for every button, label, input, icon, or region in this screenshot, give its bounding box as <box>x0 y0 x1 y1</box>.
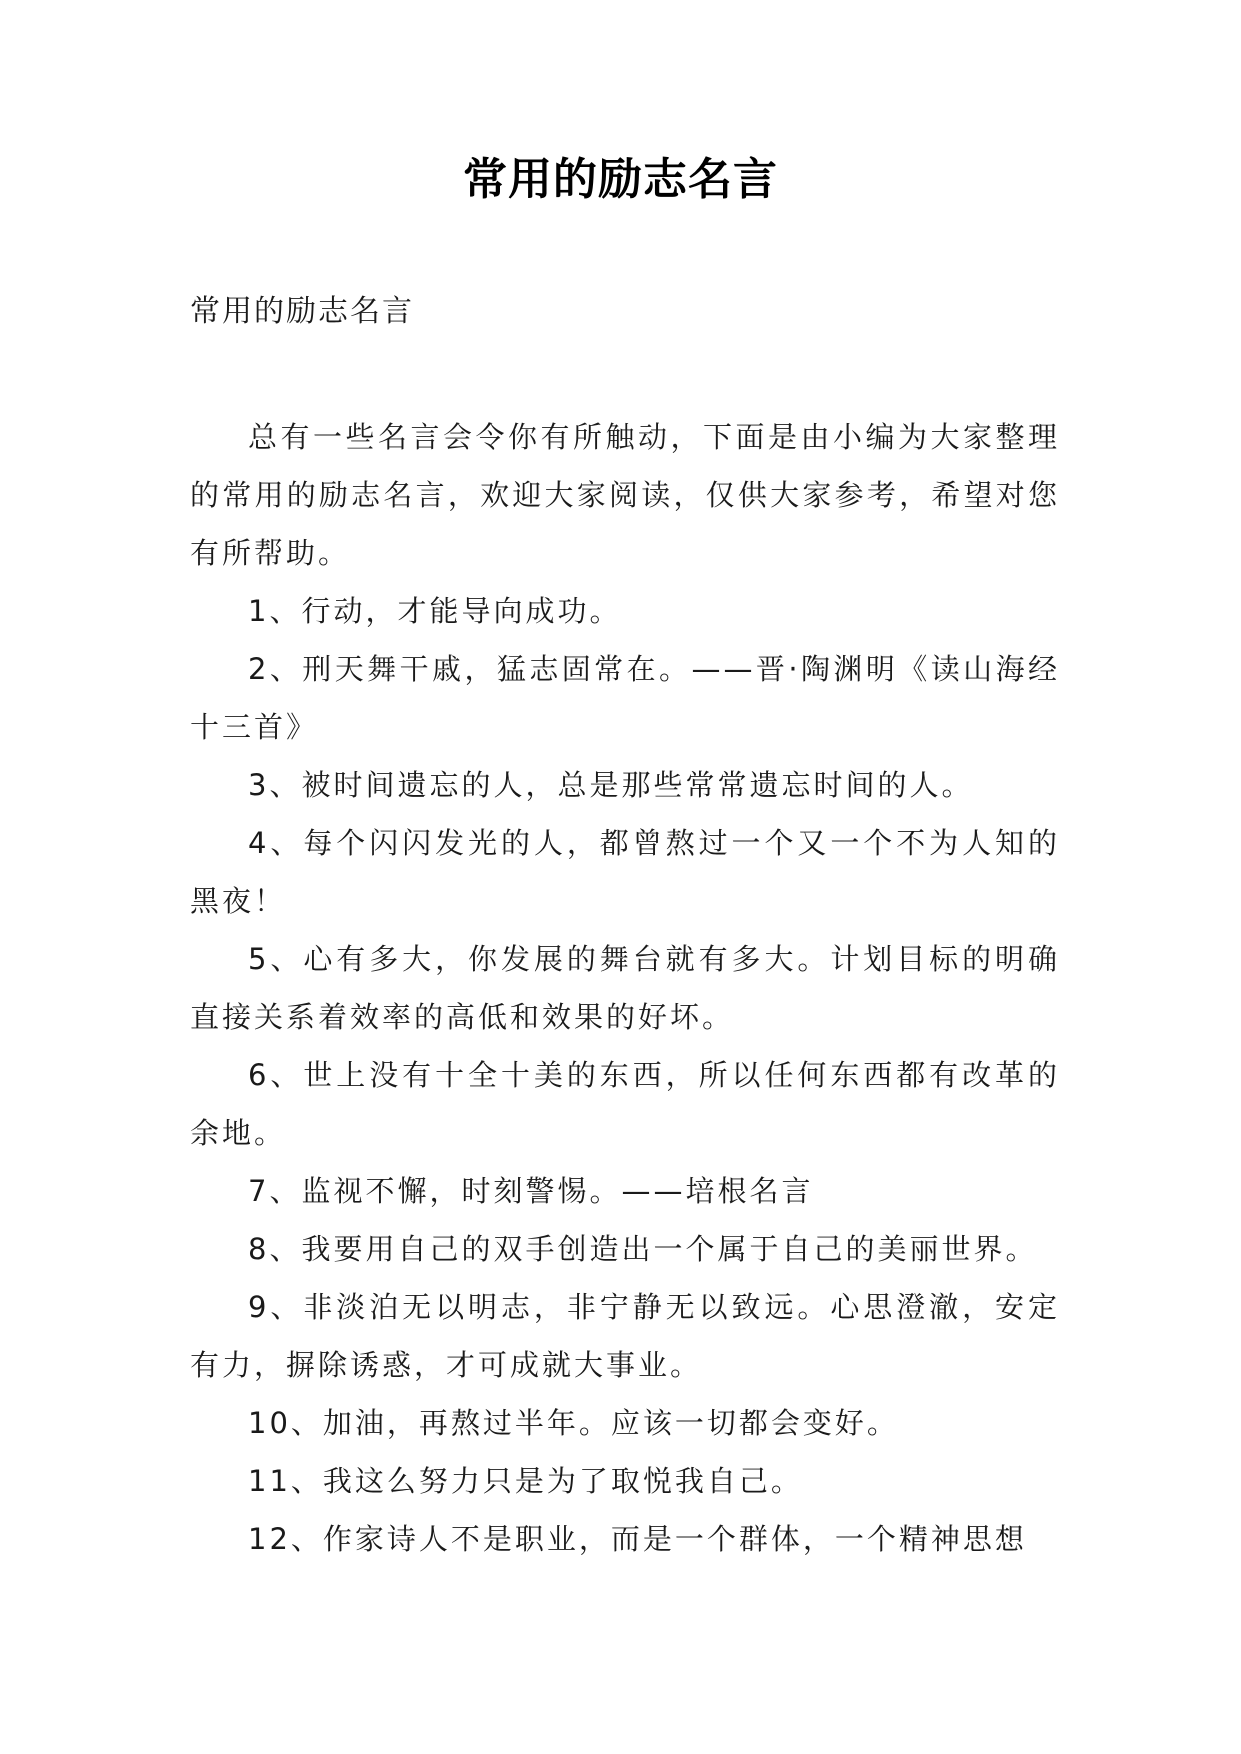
quote-paragraph: 10、加油，再熬过半年。应该一切都会变好。 <box>248 1406 899 1440</box>
quote-paragraph: 1、行动，才能导向成功。 <box>248 594 622 628</box>
quote-paragraph: 9、非淡泊无以明志，非宁静无以致远。心思澄澈，安定有力，摒除诱惑，才可成就大事业。 <box>190 1290 1060 1382</box>
intro-paragraph: 总有一些名言会令你有所触动，下面是由小编为大家整理的常用的励志名言，欢迎大家阅读，仅供大家参考，希望对您有所帮助。 <box>190 420 1060 570</box>
document-body <box>190 408 1060 1568</box>
quote-paragraph: 11、我这么努力只是为了取悦我自己。 <box>248 1464 803 1498</box>
page-title: 常用的励志名言 <box>463 154 778 205</box>
quote-paragraph: 2、刑天舞干戚，猛志固常在。——晋·陶渊明《读山海经十三首》 <box>190 652 1060 744</box>
quote-paragraph: 6、世上没有十全十美的东西，所以任何东西都有改革的余地。 <box>190 1058 1060 1150</box>
document-subtitle: 常用的励志名言 <box>190 294 414 329</box>
quote-paragraph: 3、被时间遗忘的人，总是那些常常遗忘时间的人。 <box>248 768 974 802</box>
quote-paragraph: 7、监视不懈，时刻警惕。——培根名言 <box>248 1174 814 1208</box>
quote-paragraph: 5、心有多大，你发展的舞台就有多大。计划目标的明确直接关系着效率的高低和效果的好坏。 <box>190 942 1060 1034</box>
quote-paragraph: 12、作家诗人不是职业，而是一个群体，一个精神思想 <box>248 1522 1027 1556</box>
quote-paragraph: 8、我要用自己的双手创造出一个属于自己的美丽世界。 <box>248 1232 1038 1266</box>
quote-paragraph: 4、每个闪闪发光的人，都曾熬过一个又一个不为人知的黑夜！ <box>190 826 1060 918</box>
